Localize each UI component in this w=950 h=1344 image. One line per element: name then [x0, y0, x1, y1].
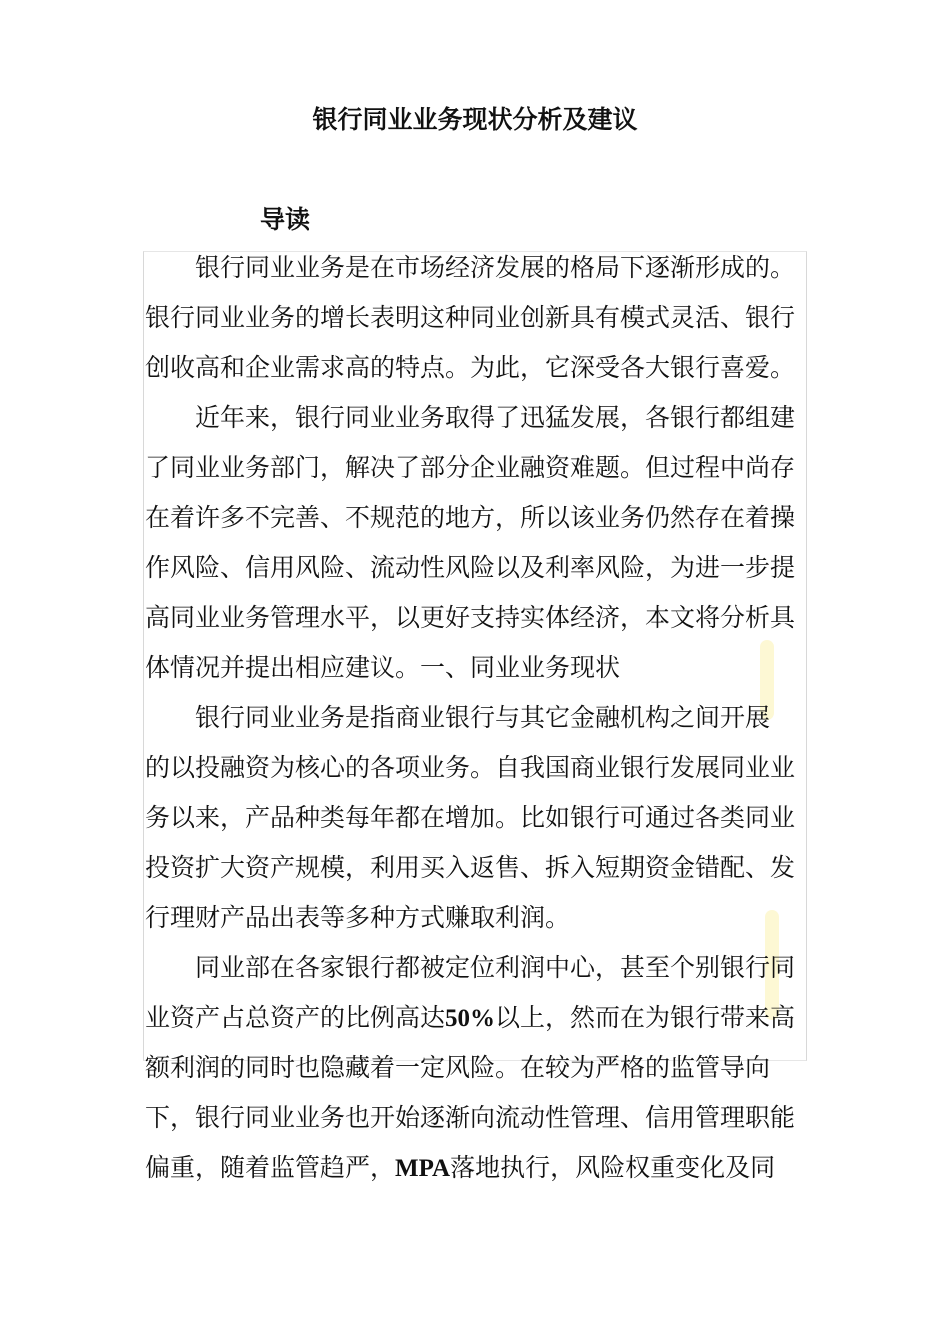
- paragraph-line: 了同业业务部门，解决了部分企业融资难题。但过程中尚存: [145, 453, 796, 482]
- percentage-value: 50%: [445, 1005, 496, 1032]
- paragraph-line: 额利润的同时也隐藏着一定风险。在较为严格的监管导向: [145, 1053, 771, 1082]
- paragraph-line: 同业部在各家银行都被定位利润中心，甚至个别银行同: [195, 953, 796, 982]
- section-heading-daodu: 导读: [260, 205, 311, 234]
- paragraph-line: 高同业业务管理水平，以更好支持实体经济，本文将分析具: [145, 603, 796, 632]
- paragraph-line: 在着许多不完善、不规范的地方，所以该业务仍然存在着操: [145, 503, 796, 532]
- paragraph-line: 银行同业业务是在市场经济发展的格局下逐渐形成的。: [195, 253, 796, 282]
- paragraph-line: 近年来，银行同业业务取得了迅猛发展，各银行都组建: [195, 403, 796, 432]
- paragraph-line: [145, 1003, 805, 1034]
- paragraph-line: 创收高和企业需求高的特点。为此，它深受各大银行喜爱。: [145, 353, 796, 382]
- paragraph-line: 投资扩大资产规模，利用买入返售、拆入短期资金错配、发: [145, 853, 796, 882]
- paragraph-line: 作风险、信用风险、流动性风险以及利率风险，为进一步提: [145, 553, 796, 582]
- paragraph-line: 的以投融资为核心的各项业务。自我国商业银行发展同业业: [145, 753, 796, 782]
- document-title: 银行同业业务现状分析及建议: [312, 105, 638, 134]
- paragraph-line: 务以来，产品种类每年都在增加。比如银行可通过各类同业: [145, 803, 796, 832]
- paragraph-line: 银行同业业务是指商业银行与其它金融机构之间开展: [195, 703, 771, 732]
- text-run: 以上，然而在为银行带来高: [495, 1003, 796, 1032]
- paragraph-line: 行理财产品出表等多种方式赚取利润。: [145, 903, 571, 932]
- paragraph-line: 下，银行同业业务也开始逐渐向流动性管理、信用管理职能: [145, 1103, 796, 1132]
- paragraph-line: [145, 1153, 805, 1184]
- paragraph-line: 银行同业业务的增长表明这种同业创新具有模式灵活、银行: [145, 303, 796, 332]
- acronym-mpa: MPA: [395, 1155, 451, 1182]
- text-run: 业资产占总资产的比例高达: [145, 1003, 446, 1032]
- paragraph-line: 体情况并提出相应建议。一、同业业务现状: [145, 653, 621, 682]
- text-run: 偏重，随着监管趋严，: [145, 1153, 396, 1182]
- text-run: 落地执行，风险权重变化及同: [450, 1153, 776, 1182]
